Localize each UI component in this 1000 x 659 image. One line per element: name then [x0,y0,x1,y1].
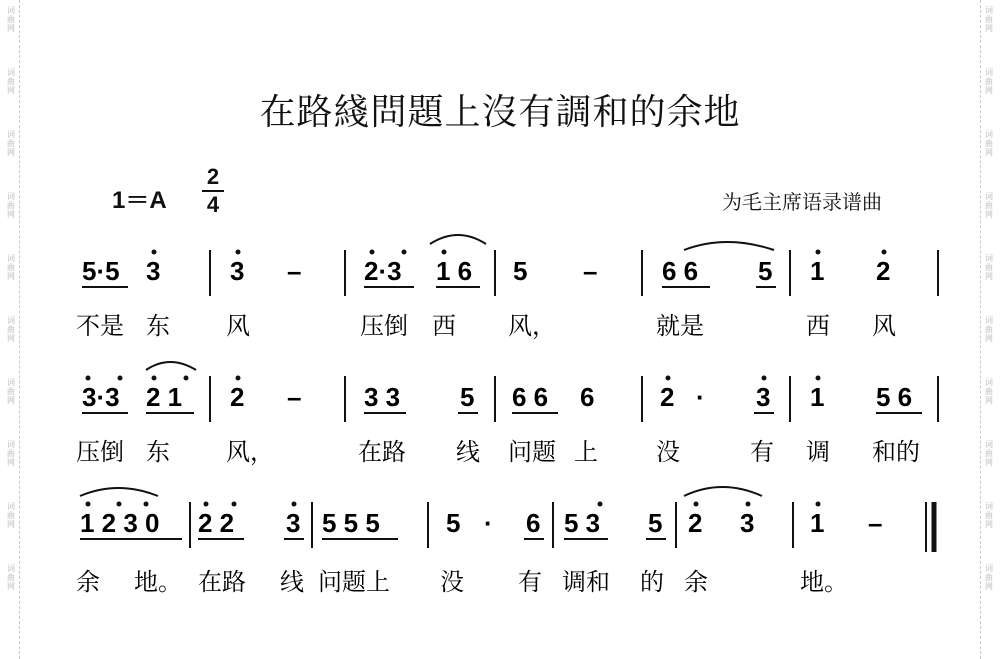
lyric: 风 [226,312,250,340]
score-row-2 [76,362,938,466]
lyric: 余 [76,568,100,596]
note: 5 6 [876,382,913,412]
octave-dot [598,502,603,507]
note: 2 [876,256,891,286]
lyric: 有 [518,568,542,596]
lyric: 在路 [198,568,246,596]
octave-dot [746,502,751,507]
watermark-stamp: 词 曲 网 [985,68,993,95]
lyric: 东 [146,312,170,340]
lyric: 就是 [656,312,704,340]
octave-dot [86,376,91,381]
note: 1 [810,508,825,538]
octave-dot [816,250,821,255]
note: 3 [740,508,755,538]
watermark-stamp: 词 曲 网 [7,254,15,281]
watermark-stamp: 词 曲 网 [7,502,15,529]
octave-dot [236,376,241,381]
lyric: 地。 [800,568,848,596]
lyric: 没 [440,568,464,596]
octave-dot [184,376,189,381]
watermark-stamp: 词 曲 网 [7,68,15,95]
slur [146,362,196,370]
octave-dot [152,250,157,255]
note: 2 [688,508,703,538]
time-signature-top: 2 [206,164,220,189]
note: 5 [446,508,461,538]
note: 1 2 3 0 [80,508,160,538]
octave-dot [292,502,297,507]
slur [684,242,774,250]
watermark-stamp: 词 曲 网 [985,6,993,33]
octave-dot [118,376,123,381]
note: 3 [146,256,161,286]
watermark-stamp: 词 曲 网 [7,6,15,33]
watermark-stamp: 词 曲 网 [985,564,993,591]
octave-dot [882,250,887,255]
note: 3 3 [364,382,401,412]
lyric: 风， [226,438,274,466]
lyric: 有 [750,438,774,466]
note: 3 [286,508,301,538]
note: 5 5 5 [322,508,380,538]
key-signature: 1＝A [112,187,167,214]
octave-dot [86,502,91,507]
watermark-stamp: 词 曲 网 [985,440,993,467]
watermark-stamp: 词 曲 网 [7,378,15,405]
note: 6 [580,382,595,412]
score-row-3 [76,487,934,596]
slur [684,487,762,496]
octave-dot [694,502,699,507]
watermark-stamp: 词 曲 网 [7,564,15,591]
octave-dot [152,376,157,381]
note: 5·5 [82,256,120,286]
note: 1 [810,256,825,286]
note: 5 [648,508,663,538]
composer-credit: 为毛主席语录谱曲 [722,190,882,214]
note: 6 6 [662,256,699,286]
octave-dot [442,250,447,255]
note: 6 6 [512,382,549,412]
note: 2 [660,382,675,412]
octave-dot [666,376,671,381]
note: 1 6 [436,256,473,286]
watermark-stamp: 词 曲 网 [7,316,15,343]
watermark-stamp: 词 曲 网 [985,502,993,529]
watermark-stamp: 词 曲 网 [985,192,993,219]
lyric: 问题上 [318,568,390,596]
lyric: 风 [872,312,896,340]
note: 1 [810,382,825,412]
watermark-stamp: 词 曲 网 [7,440,15,467]
watermark-stamp: 词 曲 网 [7,130,15,157]
lyric: 余 [684,568,708,596]
note: 5 [758,256,773,286]
slur [430,235,486,244]
note: 2·3 [364,256,402,286]
lyric: 的 [640,568,664,596]
score-row-1 [76,235,938,340]
lyric: 调 [806,438,830,466]
note: 5 [460,382,475,412]
lyric: 问题 [508,438,556,466]
watermark-stamp: 词 曲 网 [985,378,993,405]
lyric: 在路 [358,438,406,466]
watermark-stamp: 词 曲 网 [7,192,15,219]
lyric: 和的 [872,438,920,466]
note: · [696,382,705,412]
octave-dot [204,502,209,507]
lyric: 东 [146,438,170,466]
note: – [868,508,883,538]
octave-dot [232,502,237,507]
lyric: 西 [806,312,830,340]
note: 2 1 [146,382,183,412]
note: 5 [513,256,528,286]
octave-dot [117,502,122,507]
note: 2 [230,382,245,412]
octave-dot [816,376,821,381]
note: – [583,256,598,286]
lyric: 西 [432,312,456,340]
lyric: 调和 [562,568,610,596]
note: – [287,256,302,286]
slur [80,488,158,496]
note: 5 3 [564,508,601,538]
lyric: 没 [656,438,680,466]
octave-dot [370,250,375,255]
lyric: 压倒 [76,438,124,466]
octave-dot [816,502,821,507]
lyric: 线 [280,568,304,596]
lyric: 线 [456,438,480,466]
lyric: 地。 [134,568,182,596]
time-signature-bottom: 4 [206,192,220,217]
watermark-stamp: 词 曲 网 [985,130,993,157]
song-title: 在路綫問題上沒有調和的余地 [259,92,741,133]
watermark-stamp: 词 曲 网 [985,316,993,343]
lyric: 风， [508,312,556,340]
note: 3 [756,382,771,412]
lyric: 不是 [76,312,124,340]
octave-dot [144,502,149,507]
watermark-stamp: 词 曲 网 [985,254,993,281]
note: 3·3 [82,382,120,412]
note: – [287,382,302,412]
note: 6 [526,508,541,538]
octave-dot [762,376,767,381]
octave-dot [402,250,407,255]
note: 3 [230,256,245,286]
lyric: 上 [574,438,598,466]
note: 2 2 [198,508,235,538]
note: · [484,508,493,538]
octave-dot [236,250,241,255]
lyric: 压倒 [360,312,408,340]
